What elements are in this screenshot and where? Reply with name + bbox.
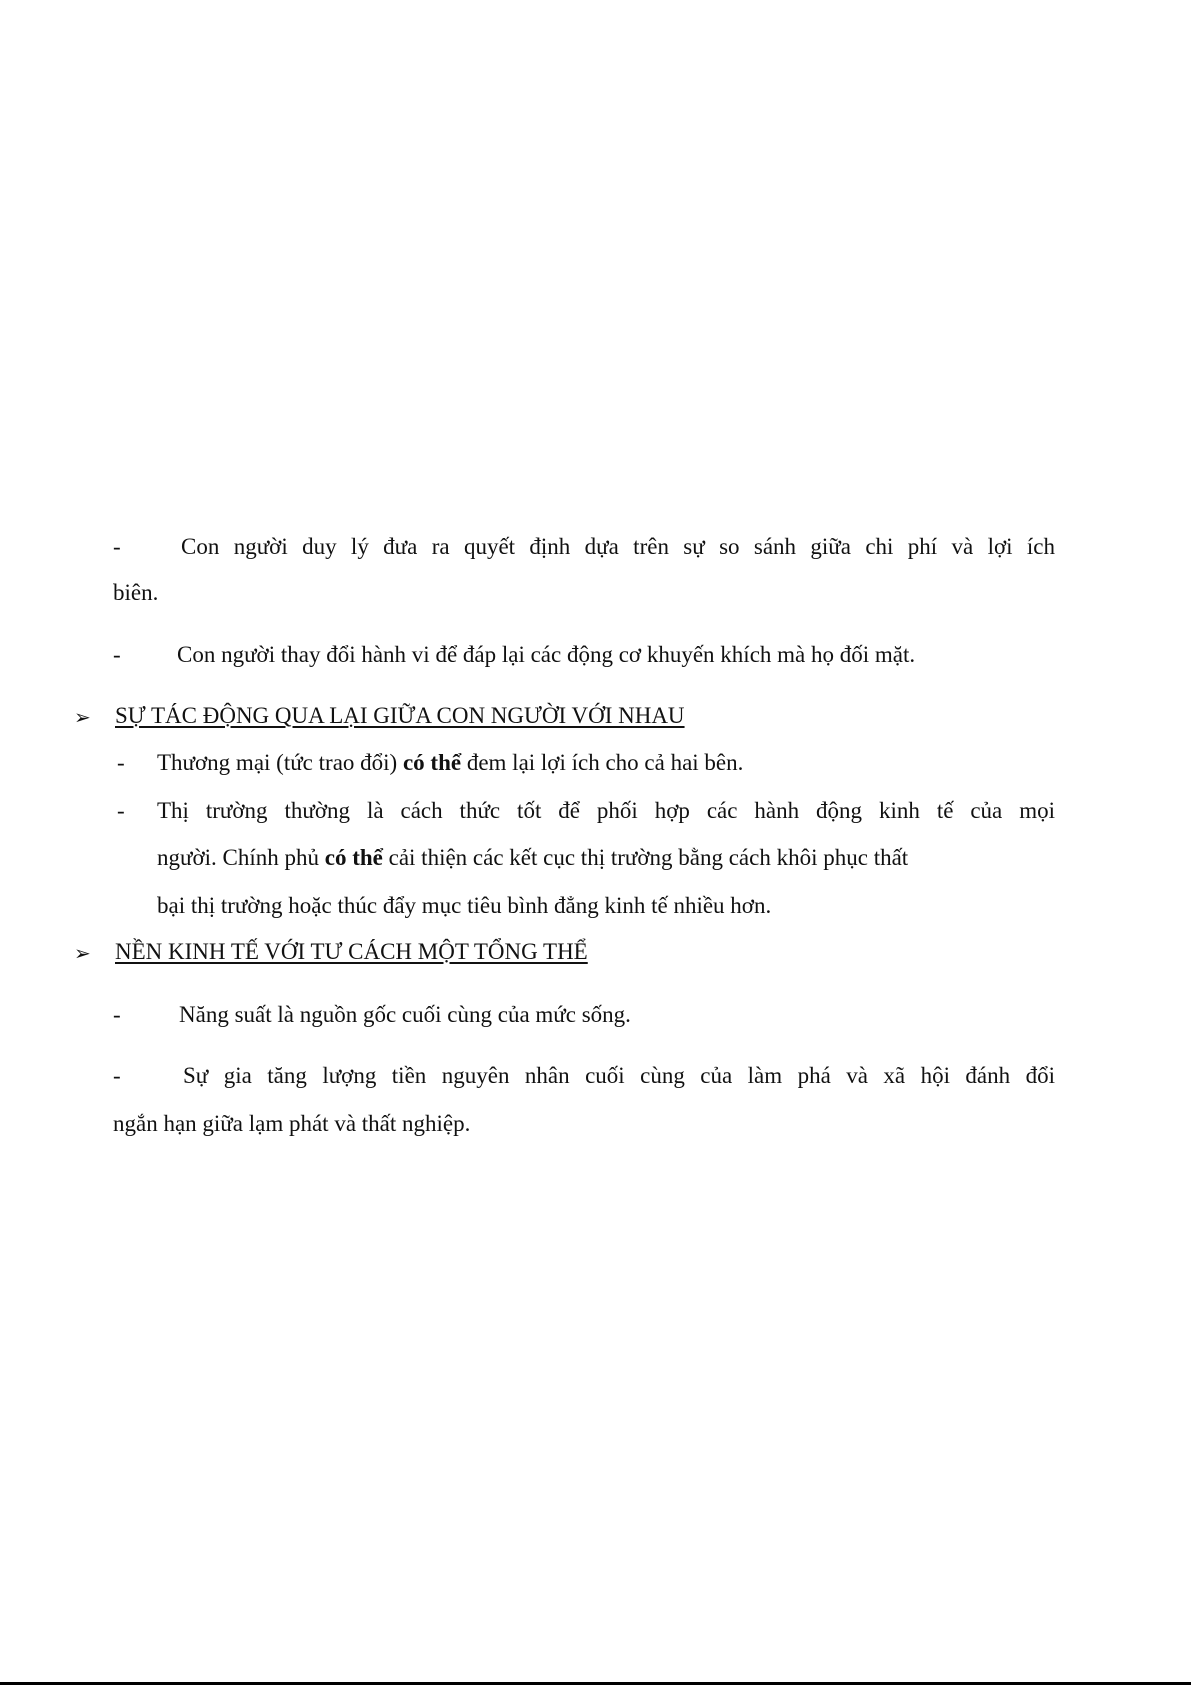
bullet-dash: - (113, 1002, 121, 1027)
paragraph-line (179, 1000, 631, 1030)
paragraph-line (177, 640, 915, 670)
paragraph-line (157, 748, 743, 778)
paragraph-line (183, 1061, 1055, 1091)
money-growth-line1: Sự gia tăng lượng tiền nguyên nhân cuối cùng của làm phá và xã hội đánh đổi (183, 1063, 1055, 1088)
incentive-line: Con người thay đổi hành vi để đáp lại các động cơ khuyến khích mà họ đối mặt. (177, 642, 916, 667)
bullet-dash: - (113, 642, 121, 667)
rational-decision-line1: Con người duy lý đưa ra quyết định dựa trên sự so sánh giữa chi phí và lợi ích (181, 534, 1055, 559)
trade-text-bold: có thể (402, 750, 462, 775)
trade-text-a: Thương mại (tức trao đổi) (157, 750, 403, 775)
bullet-dash: - (117, 750, 125, 775)
paragraph-line (181, 532, 1055, 562)
section-heading-economy: NỀN KINH TẾ VỚI TƯ CÁCH MỘT TỔNG THỂ (115, 939, 588, 964)
bullet-dash: - (117, 798, 125, 823)
money-growth-line2: ngắn hạn giữa lạm phát và thất nghiệp. (113, 1111, 471, 1136)
bullet-dash: - (113, 534, 121, 559)
trade-text-c: đem lại lợi ích cho cả hai bên. (461, 750, 744, 775)
paragraph-line (157, 891, 771, 921)
paragraph-line (113, 578, 158, 608)
productivity-line: Năng suất là nguồn gốc cuối cùng của mức sống. (179, 1002, 631, 1027)
market-line3: bại thị trường hoặc thúc đẩy mục tiêu bình đẳng kinh tế nhiều hơn. (157, 893, 772, 918)
market-line2-c: cải thiện các kết cục thị trường bằng cách khôi phục thất (382, 845, 909, 870)
arrow-bullet-icon: ➢ (74, 705, 91, 729)
rational-decision-line2: biên. (113, 580, 159, 605)
paragraph-line (157, 796, 1055, 826)
paragraph-line (113, 1109, 470, 1139)
bullet-dash: - (113, 1063, 121, 1088)
arrow-bullet-icon: ➢ (74, 941, 91, 965)
paragraph-line (157, 843, 908, 873)
market-line1: Thị trường thường là cách thức tốt để phối hợp các hành động kinh tế của mọi (157, 798, 1055, 823)
market-line2-a: người. Chính phủ (157, 845, 325, 870)
section-heading-interaction: SỰ TÁC ĐỘNG QUA LẠI GIỮA CON NGƯỜI VỚI NHAU (115, 703, 685, 728)
market-line2-bold: có thể (324, 845, 383, 870)
